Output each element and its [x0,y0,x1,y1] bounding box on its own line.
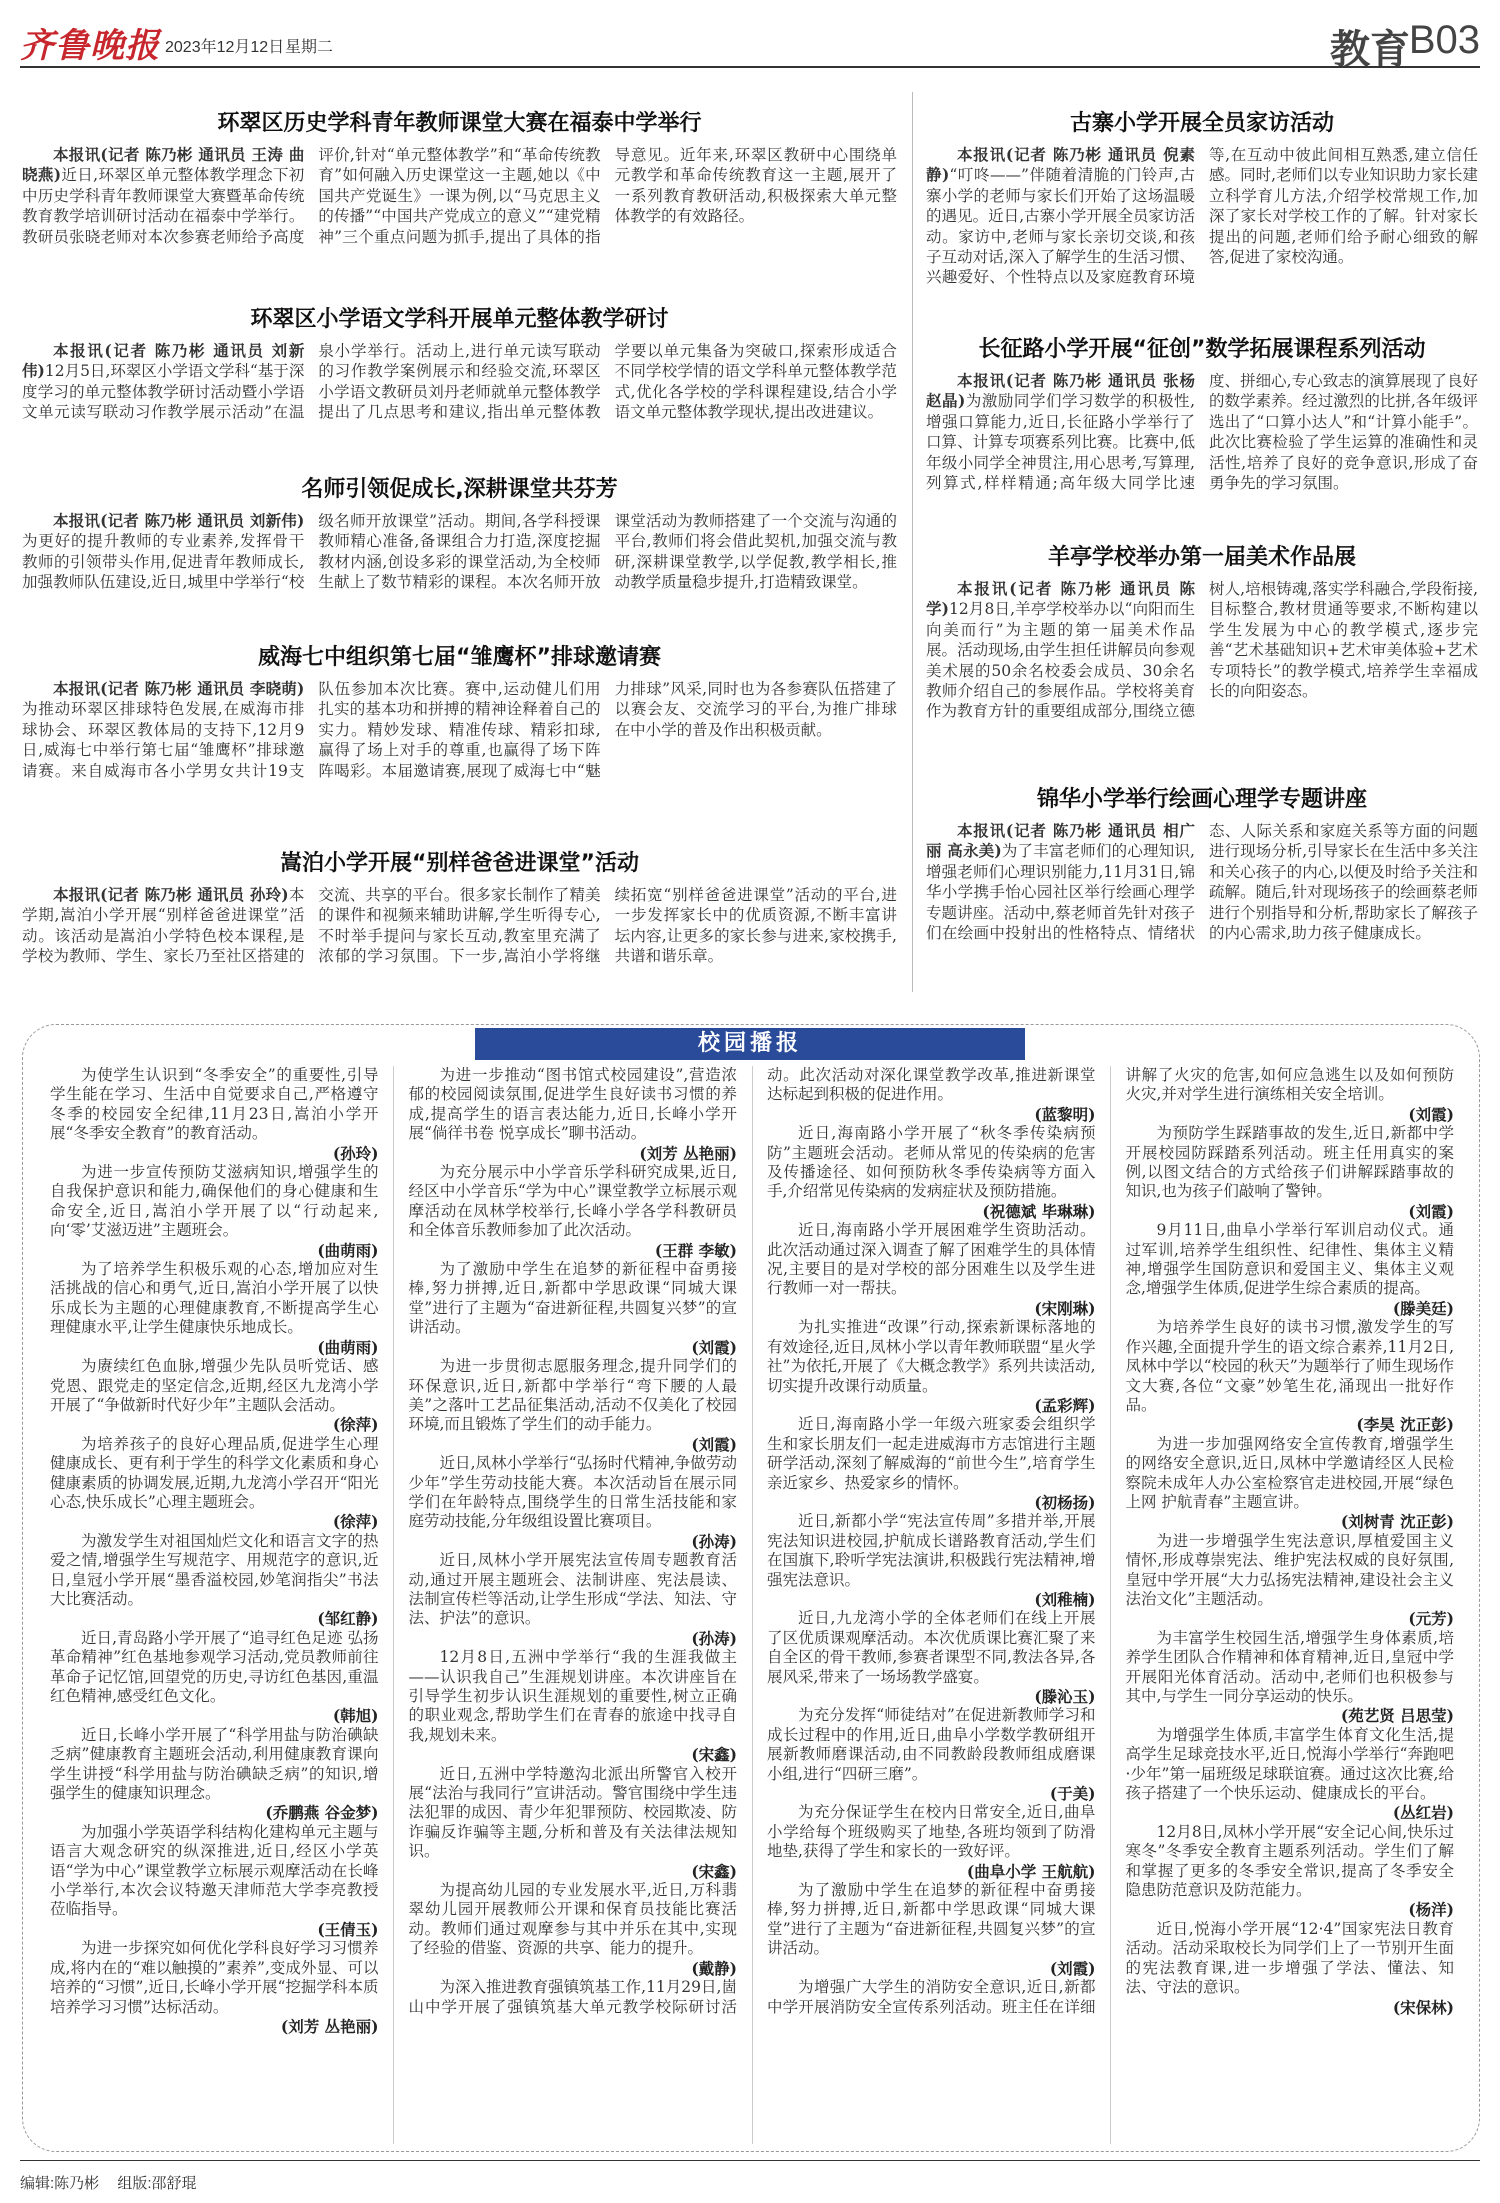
campus-news-author: (刘芳 丛艳丽) [280,2016,379,2036]
article-text: 12月8日,羊亭学校举办以“向阳而生 向美而行”为主题的第一届美术作品展。活动现场,由学生担任讲解员向参观美术展的50余名校委会成员、30余名教师介绍自己的参展作品。学校将美育作为教育方针的重要组成部分,围绕立德树人,培根铸魂,落实学科融合,学段衔接,目标整合,教材贯通等要求,不断构建以学生发展为中心的教学模式,逐步完善“艺术基础知识+艺术审美体验+艺术专项特长”的教学模式,培养学生幸福成长的向阳姿态。 [926,580,1478,721]
article-text: 为更好的提升教师的专业素养,发挥骨干教师的引领带头作用,促进青年教师成长,加强教师队伍建设,近日,城里中学举行“校级名师开放课堂”活动。期间,各学科授课教师精心准备,备课组合力打造,深度挖掘教材内涵,创设多彩的课堂活动,为全校师生献上了数节精彩的课程。本次名师开放课堂活动为教师搭建了一个交流与沟通的平台,教师们将会借此契机,加强交流与教研,深耕课堂教学,以学促教,教学相长,推动教学质量稳步提升,打造精致课堂。 [22,512,897,592]
campus-news-item [50,1939,379,2036]
campus-news-author: (杨洋) [1408,1900,1454,1920]
campus-news-item [50,1260,379,1357]
masthead [20,18,1480,73]
campus-news-author: (滕沁玉) [1034,1687,1096,1706]
campus-news-item [1126,1532,1455,1629]
editor-credit: 编辑:陈乃彬 [20,2175,100,2192]
campus-news-item [1126,1823,1455,1920]
article-byline: 本报讯(记者 陈乃彬 通讯员 刘新伟) [53,511,305,530]
campus-news-text: 近日,长峰小学开展了“科学用盐与防治碘缺乏病”健康教育主题班会活动,利用健康教育课向学生讲授“科学用盐与防治碘缺乏病”的知识,增强学生的健康知识理念。 [50,1725,379,1803]
article-5 [22,846,897,1006]
campus-news-author: (孙涛) [691,1531,737,1551]
campus-news-item [1126,1124,1455,1221]
campus-news-item [50,1435,379,1532]
campus-news-text: 为进一步推动“图书馆式校园建设”,营造浓郁的校园阅读氛围,促进学生良好读书习惯的养成,提高学生的语言表达能力,近日,长峰小学开展“倘徉书卷 悦享成长”聊书活动。 [408,1066,737,1143]
campus-news-text: 近日,五洲中学特邀沟北派出所警官入校开展“法治与我同行”宣讲活动。警官围绕中学生违法犯罪的成因、青少年犯罪预防、校园欺凌、防诈骗反诈骗等主题,分析和普及有关法律法规知识。 [408,1764,737,1861]
campus-news-author: (邹红静) [317,1609,379,1629]
campus-news-item [409,1648,738,1764]
campus-news-item [767,1124,1096,1221]
campus-news-author: (孟彩辉) [1034,1395,1096,1415]
article-byline: 本报讯(记者 陈乃彬 通讯员 王涛 曲晓燕) [22,145,305,185]
article-3 [22,472,897,636]
article-body [22,511,897,593]
campus-news-text: 为了激励中学生在追梦的新征程中奋勇接棒,努力拼搏,近日,新都中学思政课“同城大课堂”进行了主题为“奋进新征程,共圆复兴梦”的宣讲活动。 [408,1260,737,1337]
campus-news-item [409,1260,738,1357]
campus-news-text: 为扎实推进“改课”行动,探索新课标落地的有效途径,近日,凤林小学以青年教师联盟“星火学社”为依托,开展了《大概念教学》系列共读活动,切实提升改课行动质量。 [767,1318,1096,1395]
campus-news-author: (李昊 沈正彭) [1356,1415,1454,1435]
campus-news-item [409,1163,738,1260]
campus-news-text: 近日,新都小学“宪法宣传周”多措并举,开展宪法知识进校园,护航成长谱路教育活动,学生们在国旗下,聆听学宪法演讲,积极践行宪法精神,增强宪法意识。 [767,1512,1096,1589]
article-7 [926,332,1478,528]
campus-news-text: 为进一步宣传预防艾滋病知识,增强学生的自我保护意识和能力,确保他们的身心健康和生命安全,近日,嵩泊小学开展了以“行动起来,向‘零’艾滋迈进”主题班会。 [50,1163,379,1240]
campus-news-text: 12月8日,凤林小学开展“安全记心间,快乐过寒冬”冬季安全教育主题系列活动。学生们了解和掌握了更多的冬季安全常识,提高了冬季安全隐患防范意识及防范能力。 [1125,1822,1454,1900]
article-4 [22,640,897,836]
campus-news-text: 近日,九龙湾小学的全体老师们在线上开展了区优质课观摩活动。本次优质课比赛汇聚了来自全区的骨干教师,参赛者课型不同,教法各异,各展风采,带来了一场场教学盛宴。 [767,1609,1096,1686]
article-title: 锦华小学举行绘画心理学专题讲座 [1036,787,1367,812]
article-body [22,679,897,781]
campus-news-author: (苑艺贤 吕思莹) [1340,1706,1454,1726]
campus-news-author: (曲萌雨) [317,1240,379,1260]
campus-news-author: (丛红岩) [1392,1803,1454,1823]
campus-news-item [767,1221,1096,1318]
campus-news-text: 为进一步探究如何优化学科良好学习习惯养成,将内在的“难以触摸的”素养”,变成外显、可以培养的“习惯”,近日,长峰小学开展“挖掘学科本质 培养学习习惯”达标活动。 [50,1939,379,2016]
campus-news-item [50,1726,379,1823]
campus-news-author: (刘树青 沈正彭) [1340,1512,1454,1532]
campus-news-item [50,1357,379,1435]
article-title: 环翠区历史学科青年教师课堂大赛在福泰中学举行 [217,111,702,136]
campus-news-author: (曲萌雨) [317,1337,379,1357]
campus-news-text: 为深入推进教育强镇筑基工作,11月29日,崮山中学开展了强镇筑基大单元教学校际研讨活动。此次活动对深化课堂教学改革,推进新课堂达标起到积极的促进作用。 [408,1066,1096,2016]
article-text: 为推动环翠区排球特色发展,在威海市排球协会、环翠区教体局的支持下,12月9日,威海七中举行第七届“雏鹰杯”排球邀请赛。来自威海市各小学男女共计19支队伍参加本次比赛。赛中,运动健儿们用扎实的基本功和拼搏的精神诠释着自己的实力。精妙发球、精准传球、精彩扣球,赢得了场上对手的尊重,也赢得了场下阵阵喝彩。本届邀请赛,展现了威海七中“魅力排球”风采,同时也为各参赛队伍搭建了以赛会友、交流学习的平台,为推广排球在中小学的普及作出积极贡献。 [22,680,897,780]
article-text: 为激励同学们学习数学的积极性,增强口算能力,近日,长征路小学举行了口算、计算专项赛系列比赛。比赛中,低年级小同学全神贯注,用心思考,写算理,列算式,样样精通;高年级大同学比速度、拼细心,专心致志的演算展现了良好的数学素养。经过激烈的比拼,各年级评选出了“口算小达人”和“计算小能手”。此次比赛检验了学生运算的准确性和灵活性,培养了良好的竞争意识,形成了奋勇争先的学习氛围。 [926,372,1478,493]
campus-news-item [1126,1435,1455,1532]
campus-news-item [1126,1318,1455,1434]
campus-news-text: 为进一步贯彻志愿服务理念,提升同学们的环保意识,近日,新都中学举行“弯下腰的人最美”之落叶工艺品征集活动,活动不仅美化了校园环境,而且锻炼了学生们的动手能力。 [408,1357,737,1434]
article-byline: 本报讯(记者 陈乃彬 通讯员 张杨 赵晶) [926,371,1195,411]
campus-news-author: (元芳) [1408,1609,1454,1629]
campus-news-text: 为提高幼儿园的专业发展水平,近日,万科翡翠幼儿园开展教师公开课和保育员技能比赛活动。教师们通过观摩参与其中并乐在其中,实现了经验的借鉴、资源的共享、能力的提升。 [408,1881,737,1958]
article-body [22,885,897,967]
campus-news-item [767,1881,1096,1978]
article-title: 威海七中组织第七届“雏鹰杯”排球邀请赛 [258,645,661,670]
article-body [22,341,897,423]
campus-news-item [767,1512,1096,1609]
campus-news-text: 9月11日,曲阜小学举行军训启动仪式。通过军训,培养学生组织性、纪律性、集体主义精神,增强学生国防意识和爱国主义、集体主义观念,增强学生体质,促进学生综合素质的提高。 [1125,1221,1454,1298]
campus-news-item [1126,1629,1455,1726]
article-text: 本学期,嵩泊小学开展“别样爸爸进课堂”活动。该活动是嵩泊小学特色校本课程,是学校为教师、学生、家长乃至社区搭建的交流、共享的平台。很多家长制作了精美的课件和视频来辅助讲解,学生听得专心,不时举手提问与家长互动,教室里充满了浓郁的学习氛围。下一步,嵩泊小学将继续拓宽“别样爸爸进课堂”活动的平台,进一步发挥家长中的优质资源,不断丰富讲坛内容,让更多的家长参与进来,家校携手,共谱和谐乐章。 [22,886,897,966]
section-name: 教育 [1330,27,1410,73]
campus-news-text: 12月8日,五洲中学举行“我的生涯我做主——认识我自己”生涯规划讲座。本次讲座旨在引导学生初步认识生涯规划的重要性,树立正确的职业观念,帮助学生们在青春的旅途中找寻自我,规划未来。 [408,1648,737,1744]
campus-news-text: 为增强学生体质,丰富学生体育文化生活,提高学生足球竞技水平,近日,悦海小学举行“奔跑吧·少年”第一届班级足球联谊赛。通过这次比赛,给孩子搭建了一个快乐运动、健康成长的平台。 [1125,1725,1454,1803]
layout-credit: 组版:邵舒琨 [117,2175,197,2192]
article-title: 羊亭学校举办第一届美术作品展 [1047,545,1356,570]
campus-news-author: (于美) [1049,1784,1096,1804]
campus-news-author: (刘霞) [691,1337,737,1357]
campus-news-text: 为进一步增强学生宪法意识,厚植爱国主义情怀,形成尊崇宪法、维护宪法权威的良好氛围,皇冠中学开展“大力弘扬宪法精神,建设社会主义法治文化”主题活动。 [1125,1531,1454,1608]
campus-news-author: (宋保林) [1392,1997,1454,2017]
campus-news-text: 近日,青岛路小学开展了“追寻红色足迹 弘扬革命精神”红色基地参观学习活动,党员教师前往革命子记忆馆,回望党的历史,寻访红色基因,重温红色精神,感受红色文化。 [50,1628,379,1705]
campus-news-author: (刘芳 丛艳丽) [639,1143,737,1163]
campus-news-author: (刘稚楠) [1034,1589,1096,1609]
campus-news-text: 为培养孩子的良好心理品质,促进学生心理健康成长、更有利于学生的科学文化素质和身心健康素质的协调发展,近期,九龙湾小学召开“阳光心态,快乐成长”心理主题班会。 [50,1434,379,1511]
article-text: 为了丰富老师们的心理知识,增强老师们心理识别能力,11月31日,锦华小学携手怡心园社区举行绘画心理学专题讲座。活动中,蔡老师首先针对孩子们在绘画中投射出的性格特点、情绪状态、人际关系和家庭关系等方面的问题进行现场分析,引导家长在生活中多关注和关心孩子的内心,以便及时给予关注和疏解。随后,针对现场孩子的绘画蔡老师进行个别指导和分析,帮助家长了解孩子的内心需求,助力孩子健康成长。 [926,822,1478,943]
campus-news-item [409,1066,738,1163]
article-8 [926,540,1478,776]
article-text: 近日,环翠区单元整体教学理念下初中历史学科青年教师课堂大赛暨革命传统教育教学培训研讨活动在福泰中学举行。教研员张晓老师对本次参赛老师给予高度评价,针对“单元整体教学”和“革命传统教育”如何融入历史课堂这一主题,她以《中国共产党诞生》一课为例,以“马克思主义的传播”“中国共产党成立的意义”“建党精神”三个重点问题为抓手,提出了具体的指导意见。近年来,环翠区教研中心围绕单元教学和革命传统教育这一主题,展开了一系列教育教研活动,积极探索大单元整体教学的有效路径。 [22,146,897,246]
campus-news-author: (戴静) [691,1958,737,1978]
campus-news-author: (孙涛) [691,1628,737,1648]
footer [20,2172,211,2193]
campus-news-item [409,1881,738,1978]
campus-news-item [767,1415,1096,1512]
campus-news-item [409,1357,738,1454]
campus-news-author: (滕美廷) [1392,1298,1454,1318]
article-title: 名师引领促成长,深耕课堂共芬芳 [301,477,618,502]
campus-news-text: 近日,凤林小学举行“弘扬时代精神,争做劳动少年”学生劳动技能大赛。本次活动旨在展示同学们在年龄特点,围绕学生的日常生活技能和家庭劳动技能,分年级组设置比赛项目。 [408,1454,737,1531]
article-body [926,579,1478,722]
article-byline: 本报讯(记者 陈乃彬 通讯员 孙玲) [53,885,289,904]
campus-news-item [767,1803,1096,1881]
campus-news-text: 为预防学生踩踏事故的发生,近日,新都中学开展校园防踩踏系列活动。班主任用真实的案例,以图文结合的方式给孩子们讲解踩踏事故的知识,也为孩子们敲响了警钟。 [1125,1124,1454,1201]
campus-news-item [1126,1726,1455,1823]
article-byline: 本报讯(记者 陈乃彬 通讯员 李晓萌) [53,679,305,698]
campus-news-text: 近日,悦海小学开展“12·4”国家宪法日教育活动。活动采取校长为同学们上了一节别开生面的宪法教育课,进一步增强了学法、懂法、知法、守法的意识。 [1125,1919,1454,1997]
column-divider [912,92,913,992]
article-byline: 本报讯(记者 陈乃彬 通讯员 刘新伟) [22,341,305,381]
campus-news-text: 为充分展示中小学音乐学科研究成果,近日,经区中小学音乐“学为中心”课堂教学立标展示观摩活动在凤林学校举行,长峰小学各学科教研员和全体音乐教师参加了此次活动。 [408,1163,737,1240]
campus-news-text: 为使学生认识到“冬季安全”的重要性,引导学生能在学习、生活中自觉要求自己,严格遵守冬季的校园安全纪律,11月23日,嵩泊小学开展“冬季安全教育”的教育活动。 [50,1066,379,1143]
campus-news-author: (刘霞) [691,1434,737,1454]
campus-news-text: 近日,海南路小学开展了“秋冬季传染病预防”主题班会活动。老师从常见的传染病的危害及传播途径、如何预防秋冬季传染病等方面入手,介绍常见传染病的发病症状及预防措施。 [767,1124,1096,1201]
campus-news-item [767,1706,1096,1803]
article-2 [22,302,897,466]
campus-news-banner: 校园播报 [475,1028,1025,1060]
campus-news-item [767,1318,1096,1415]
footer-rule [20,2160,1480,2161]
article-title: 嵩泊小学开展“别样爸爸进课堂”活动 [280,851,639,876]
campus-news-text: 为了培养学生积极乐观的心态,增加应对生活挑战的信心和勇气,近日,嵩泊小学开展了以快乐成长为主题的心理健康教育,不断提高学生心理健康水平,让学生健康快乐地成长。 [50,1260,379,1337]
campus-news-author: (徐萍) [332,1512,379,1532]
campus-news-author: (刘霞) [1049,1958,1096,1978]
article-body [22,145,897,247]
article-text: “叮咚——”伴随着清脆的门铃声,古寨小学的老师与家长们开始了这场温暖的遇见。近日,古寨小学开展全员家访活动。家访中,老师与家长亲切交谈,和孩子互动对话,深入了解学生的生活习惯、兴趣爱好、个性特点以及家庭教育环境等,在互动中彼此间相互熟悉,建立信任感。同时,老师们以专业知识助力家长建立科学育儿方法,介绍学校常规工作,加深了家长对学校工作的了解。针对家长提出的问题,老师们给予耐心细致的解答,促进了家校沟通。 [926,146,1478,287]
article-9 [926,782,1478,1002]
campus-news-author: (刘霞) [1408,1104,1454,1124]
article-body [926,821,1478,943]
campus-news-text: 为培养学生良好的读书习惯,激发学生的写作兴趣,全面提升学生的语文综合素养,11月2日,凤林中学以“校园的秋天”为题举行了师生现场作文大赛,各位“文豪”妙笔生花,涌现出一批好作品。 [1125,1318,1454,1414]
campus-news-item [50,1066,379,1163]
campus-news-author: (蓝黎明) [1034,1104,1096,1124]
campus-news-author: (宋鑫) [691,1745,737,1765]
header-rule [20,66,1480,68]
campus-news-author: (孙玲) [332,1143,379,1163]
article-title: 古寨小学开展全员家访活动 [1069,111,1334,136]
campus-news-item [50,1629,379,1726]
campus-news-author: (徐萍) [332,1415,379,1435]
issue-weekday: 星期二 [285,39,334,56]
campus-news-text: 为增强广大学生的消防安全意识,近日,新都中学开展消防安全宣传系列活动。班主任在详细讲解了火灾的危害,如何应急逃生以及如何预防火灾,并对学生进行演练相关安全培训。 [767,1066,1454,2016]
campus-news-text: 为进一步加强网络安全宣传教育,增强学生的网络安全意识,近日,凤林中学邀请经区人民检察院未成年人办公室检察官走进校园,开展“绿色上网 护航青春”主题宣讲。 [1125,1434,1454,1511]
article-byline: 本报讯(记者 陈乃彬 通讯员 相广丽 高永美) [926,821,1195,861]
campus-news-list [50,1066,1454,2144]
campus-news-text: 为充分发挥“师徒结对”在促进新教师学习和成长过程中的作用,近日,曲阜小学数学教研组开展新教师磨课活动,由不同教龄段教师组成磨课小组,进行“四研三磨”。 [767,1706,1096,1783]
article-text: 12月5日,环翠区小学语文学科“基于深度学习的单元整体教学研讨活动暨小学语文单元读写联动习作教学展示活动”在温泉小学举行。活动上,进行单元读写联动的习作教学案例展示和经验交流,环翠区小学语文教研员刘丹老师就单元整体教学提出了几点思考和建议,指出单元整体教学要以单元集备为突破口,探索形成适合不同学校学情的语文学科单元整体教学范式,优化各学校的学科课程建设,结合小学语文单元整体教学现状,提出改进建议。 [22,342,897,422]
campus-news-author: (宋刚琳) [1034,1298,1096,1318]
article-body [926,145,1478,288]
campus-news-item [50,1823,379,1939]
campus-news-author: (初杨扬) [1034,1492,1096,1512]
campus-news-item [767,1609,1096,1706]
page-number: B03 [1408,18,1480,62]
article-title: 长征路小学开展“征创”数学拓展课程系列活动 [978,337,1426,362]
campus-news-text: 近日,海南路小学开展困难学生资助活动。此次活动通过深入调查了解了困难学生的具体情况,主要目的是对学校的部分困难生以及学生进行教师一对一帮扶。 [767,1221,1096,1298]
campus-news-author: (宋鑫) [691,1861,737,1881]
article-byline: 本报讯(记者 陈乃彬 通讯员 倪素静) [926,145,1195,185]
article-1 [22,106,897,292]
campus-news-text: 为了激励中学生在追梦的新征程中奋勇接棒,努力拼搏,近日,新都中学思政课“同城大课堂”进行了主题为“奋进新征程,共圆复兴梦”的宣讲活动。 [767,1881,1096,1958]
campus-news-text: 近日,海南路小学一年级六班家委会组织学生和家长朋友们一起走进威海市方志馆进行主题研学活动,深刻了解威海的“前世今生”,培育学生亲近家乡、热爱家乡的情怀。 [767,1415,1096,1492]
campus-news-author: (王倩玉) [317,1919,379,1939]
campus-news-item [1126,1221,1455,1318]
campus-news-text: 为赓续红色血脉,增强少先队员听党话、感党恩、跟党走的坚定信念,近期,经区九龙湾小学开展了“争做新时代好少年”主题队会活动。 [50,1357,379,1414]
issue-date: 2023年12月12日 [165,39,285,56]
campus-news-text: 为充分保证学生在校内日常安全,近日,曲阜小学给每个班级购买了地垫,各班均领到了防滑地垫,获得了学生和家长的一致好评。 [767,1803,1096,1861]
campus-news-item [409,1454,738,1551]
campus-news-item [409,1551,738,1648]
campus-news-text: 为加强小学英语学科结构化建构单元主题与语言大观念研究的纵深推进,近日,经区小学英语“学为中心”课堂教学立标展示观摩活动在长峰小学举行,本次会议特邀天津师范大学李亮教授莅临指导。 [50,1822,379,1919]
campus-news-author: (乔鹏燕 谷金梦) [265,1803,379,1823]
campus-news-item [1126,1920,1455,2017]
campus-news-author: (祝德斌 毕琳琳) [982,1201,1096,1221]
article-body [926,371,1478,493]
article-byline: 本报讯(记者 陈乃彬 通讯员 陈学) [926,579,1195,619]
campus-news-item [409,1765,738,1881]
campus-news-item [50,1532,379,1629]
campus-news-text: 为激发学生对祖国灿烂文化和语言文字的热爱之情,增强学生写规范字、用规范字的意识,近日,皇冠小学开展“墨香溢校园,妙笔润指尖”书法大比赛活动。 [50,1531,379,1608]
campus-news-author: (王群 李敏) [654,1240,737,1260]
campus-news-text: 为丰富学生校园生活,增强学生身体素质,培养学生团队合作精神和体育精神,近日,皇冠中学开展阳光体育活动。活动中,老师们也积极参与其中,与学生一同分享运动的快乐。 [1125,1628,1454,1705]
newspaper-logo: 齐鲁晚报 [20,26,160,66]
campus-news-text: 近日,凤林小学开展宪法宣传周专题教育活动,通过开展主题班会、法制讲座、宪法晨读、法制宣传栏等活动,让学生形成“学法、知法、守法、护法”的意识。 [408,1551,737,1628]
article-title: 环翠区小学语文学科开展单元整体教学研讨 [250,307,669,332]
campus-news-author: (曲阜小学 王航航) [966,1861,1096,1881]
campus-news-author: (韩旭) [332,1706,379,1726]
campus-news-author: (刘霞) [1408,1201,1454,1221]
article-6 [926,106,1478,324]
campus-news-item [50,1163,379,1260]
